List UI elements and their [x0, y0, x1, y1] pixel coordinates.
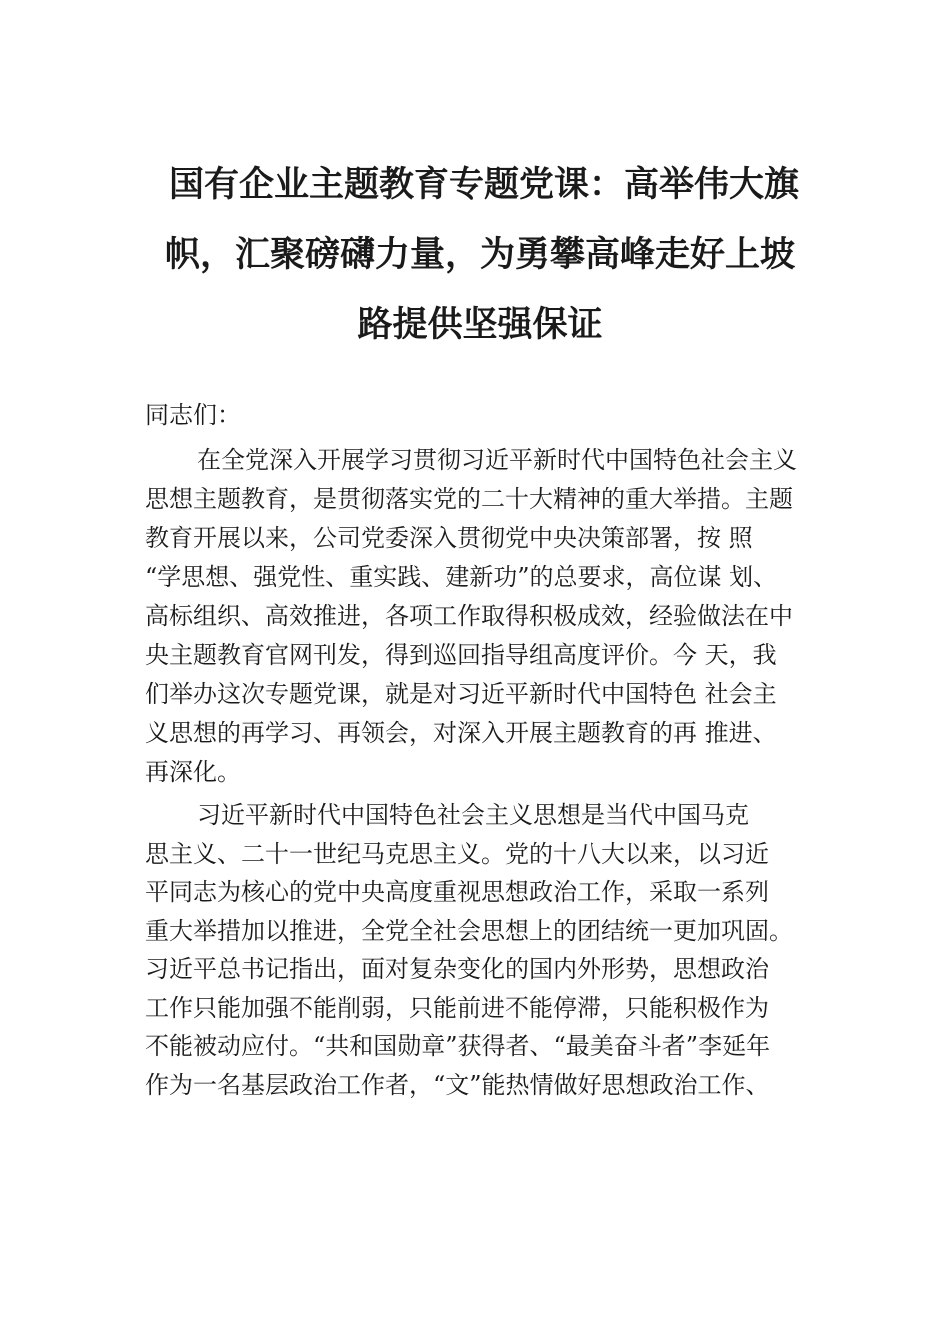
- paragraph-line: 央主题教育官网刊发，得到巡回指导组高度评价。今 天，我: [145, 641, 777, 669]
- paragraph-line: 不能被动应付。“共和国勋章”获得者、“最美奋斗者”李延年: [145, 1032, 771, 1060]
- paragraph-line: 们举办这次专题党课，就是对习近平新时代中国特色 社会主: [145, 680, 777, 708]
- paragraph-line: 高标组织、高效推进，各项工作取得积极成效，经验做法在中: [145, 602, 793, 630]
- paragraph-line: 教育开展以来，公司党委深入贯彻党中央决策部署，按 照: [145, 524, 753, 552]
- title-line: 国有企业主题教育专题党课：高举伟大旗: [168, 165, 799, 205]
- title-line: 帜，汇聚磅礴力量，为勇攀高峰走好上坡: [164, 235, 795, 275]
- paragraph-line: 重大举措加以推进，全党全社会思想上的团结统一更加巩固。: [145, 916, 793, 945]
- paragraph-2: [145, 796, 845, 1104]
- paragraph-line: 再深化。: [145, 758, 241, 786]
- paragraph-line: 思想主题教育，是贯彻落实党的二十大精神的重大举措。主题: [145, 485, 793, 513]
- paragraph-line: 在全党深入开展学习贯彻习近平新时代中国特色社会主义: [197, 446, 797, 474]
- paragraph-line: 作为一名基层政治工作者，“文”能热情做好思想政治工作、: [145, 1070, 770, 1099]
- paragraph-line: “学思想、强党性、重实践、建新功”的总要求，高位谋 划、: [145, 563, 778, 591]
- salutation: 同志们：: [145, 401, 241, 429]
- title-line: 路提供坚强保证: [357, 305, 603, 345]
- paragraph-line: 习近平总书记指出，面对复杂变化的国内外形势，思想政治: [145, 955, 769, 983]
- paragraph-line: 义思想的再学习、再领会，对深入开展主题教育的再 推进、: [145, 719, 777, 747]
- paragraph-1: [145, 441, 845, 792]
- paragraph-line: 工作只能加强不能削弱，只能前进不能停滞，只能积极作为: [145, 993, 769, 1022]
- paragraph-line: 习近平新时代中国特色社会主义思想是当代中国马克: [197, 801, 749, 829]
- document-title: [150, 150, 810, 360]
- paragraph-line: 思主义、二十一世纪马克思主义。党的十八大以来，以习近: [145, 839, 769, 868]
- paragraph-line: 平同志为核心的党中央高度重视思想政治工作，采取一系列: [145, 878, 769, 906]
